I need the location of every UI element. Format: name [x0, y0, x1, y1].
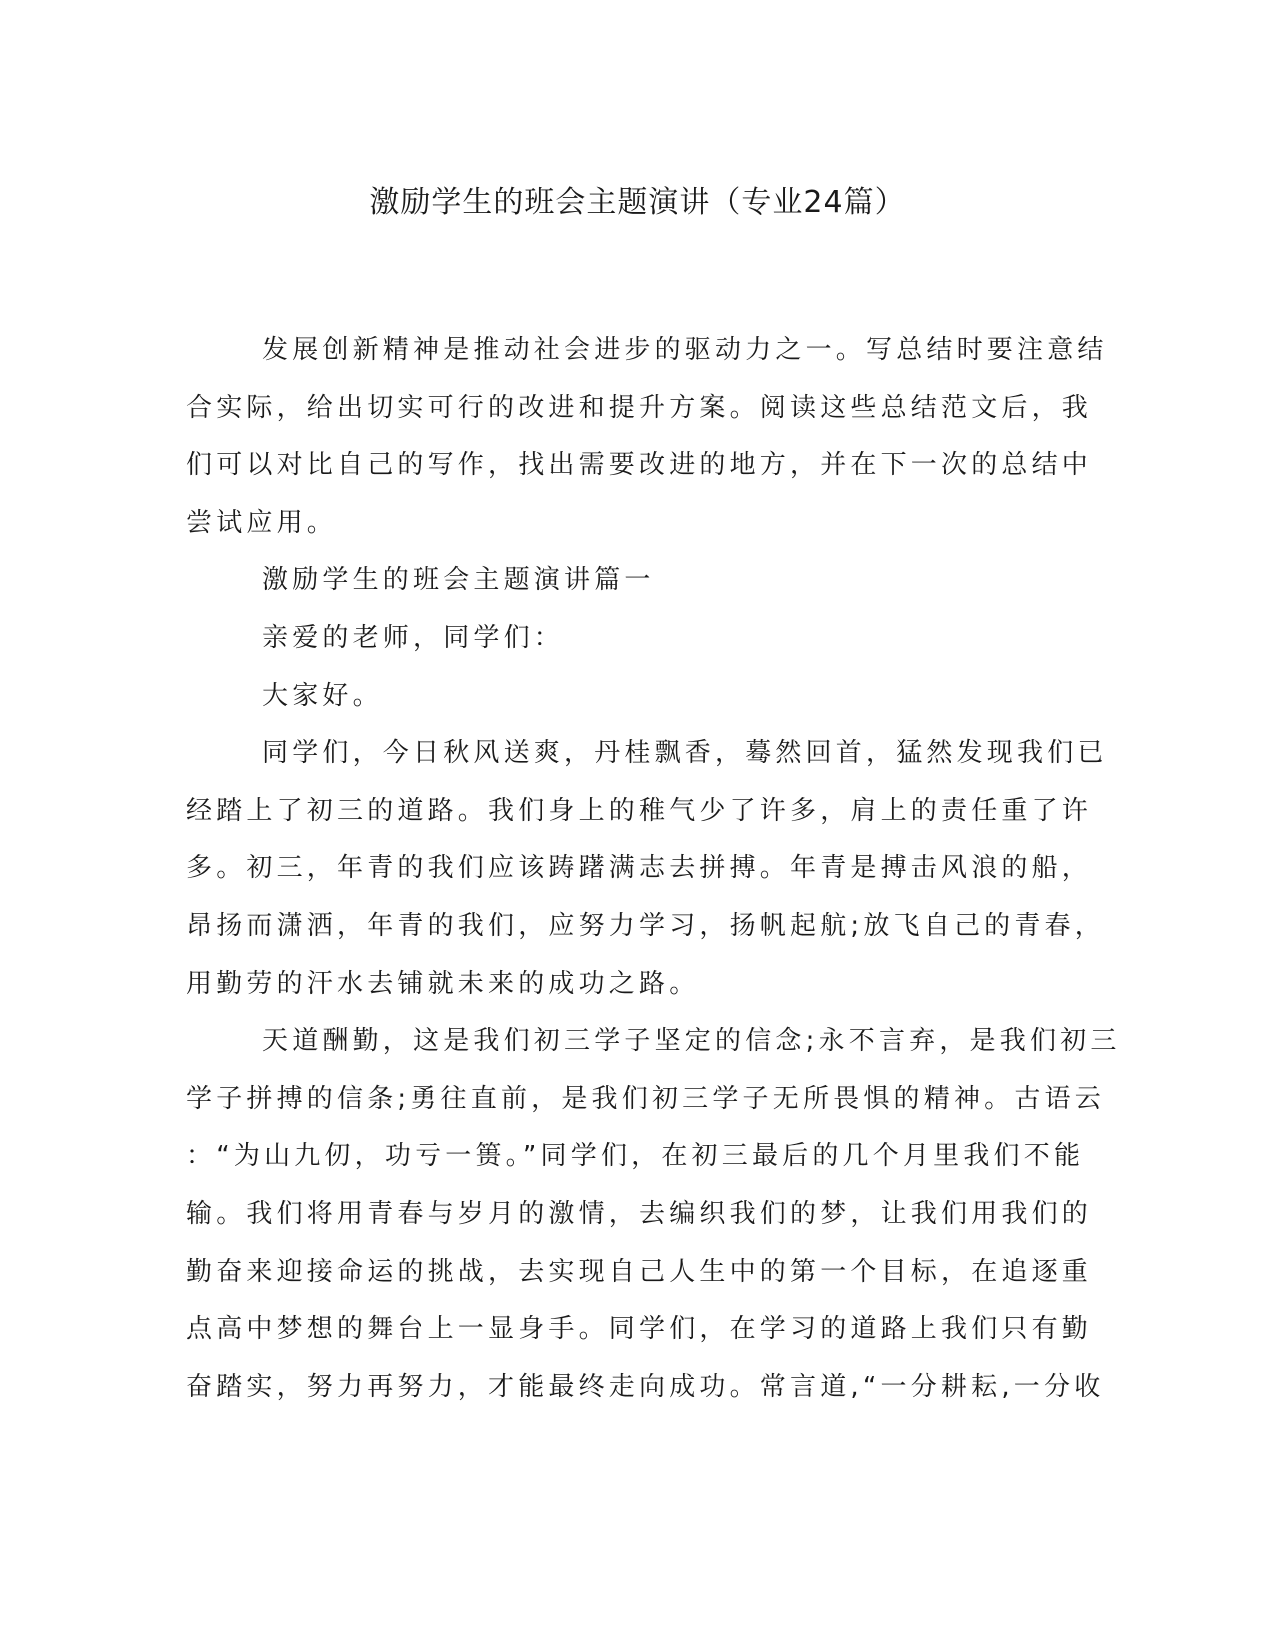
- text-line: 合实际，给出切实可行的改进和提升方案。阅读这些总结范文后，我: [186, 392, 1093, 423]
- text-line: 点高中梦想的舞台上一显身手。同学们，在学习的道路上我们只有勤: [186, 1314, 1093, 1345]
- text-line: 天道酬勤，这是我们初三学子坚定的信念;永不言弃，是我们初三: [262, 1026, 1121, 1057]
- text-line: 勤奋来迎接命运的挑战，去实现自己人生中的第一个目标，在追逐重: [186, 1256, 1093, 1287]
- document-title: 激励学生的班会主题演讲（专业24篇）: [369, 185, 906, 220]
- text-line: 经踏上了初三的道路。我们身上的稚气少了许多，肩上的责任重了许: [186, 795, 1093, 826]
- text-line: 昂扬而潇洒，年青的我们，应努力学习，扬帆起航;放飞自己的青春，: [186, 910, 1105, 941]
- document-body: [186, 322, 1121, 1416]
- section-heading: 激励学生的班会主题演讲篇一: [262, 565, 655, 596]
- text-line: 多。初三，年青的我们应该踌躇满志去拼搏。年青是搏击风浪的船，: [186, 853, 1093, 884]
- greeting: 大家好。: [262, 680, 383, 711]
- text-line: 学子拼搏的信条;勇往直前，是我们初三学子无所畏惧的精神。古语云: [186, 1083, 1105, 1114]
- text-line: 输。我们将用青春与岁月的激情，去编织我们的梦，让我们用我们的: [186, 1198, 1093, 1229]
- text-line: 们可以对比自己的写作，找出需要改进的地方，并在下一次的总结中: [186, 450, 1093, 481]
- text-line: 尝试应用。: [186, 507, 338, 538]
- salutation: 亲爱的老师，同学们：: [262, 622, 565, 653]
- text-line: 同学们，今日秋风送爽，丹桂飘香，蓦然回首，猛然发现我们已: [262, 738, 1108, 769]
- text-line: 发展创新精神是推动社会进步的驱动力之一。写总结时要注意结: [262, 335, 1108, 365]
- text-line: ：“为山九仞，功亏一篑。”同学们，在初三最后的几个月里我们不能: [186, 1141, 1085, 1172]
- text-line: 用勤劳的汗水去铺就未来的成功之路。: [186, 968, 700, 999]
- text-line: 奋踏实，努力再努力，才能最终走向成功。常言道,“一分耕耘,一分收: [186, 1371, 1105, 1402]
